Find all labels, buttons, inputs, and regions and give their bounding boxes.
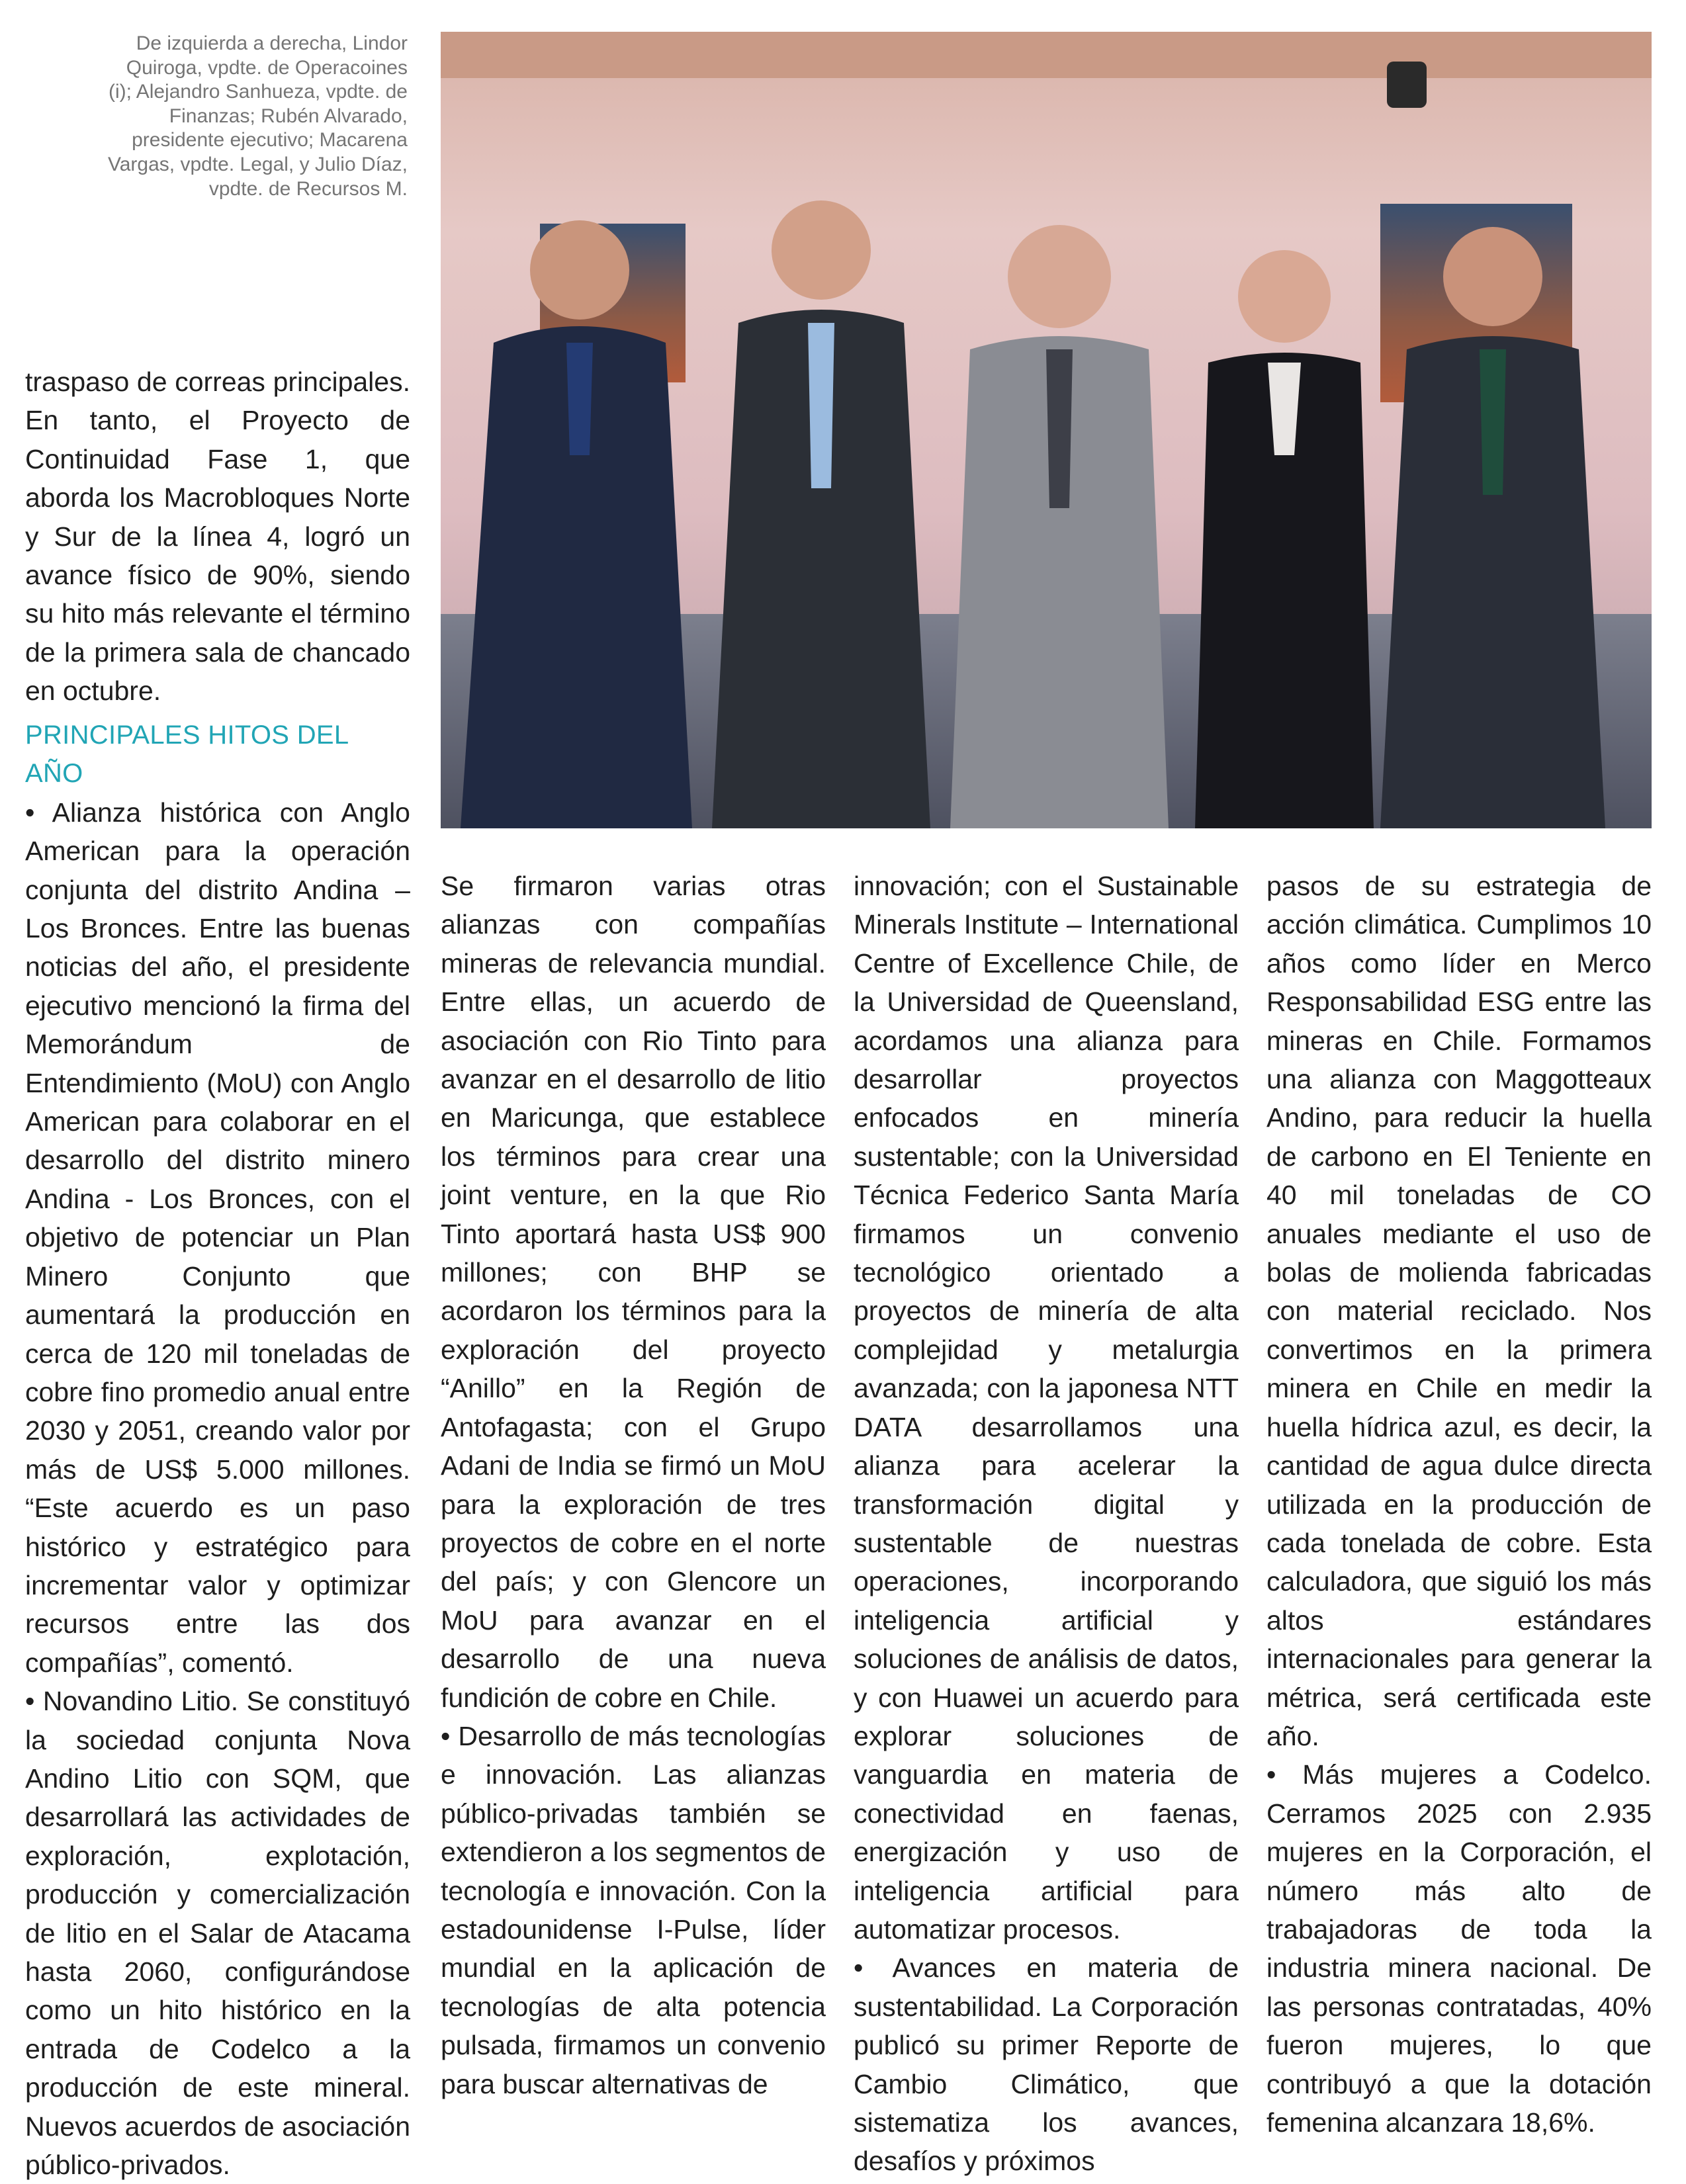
climate-paragraph: pasos de su estrategia de acción climática. Cumplimos 10 años como líder en Merco Responsabilidad ESG entre las mineras en Chile. Formamos una alianza con Maggotteaux Andino, para reducir la huella de carbono en El Teniente en 40 mil toneladas de CO anuales mediante el uso de bolas de molienda fabricadas con material reciclado. Nos convertimos en la primera minera en Chile en medir la huella hídrica azul, es decir, la cantidad de agua dulce directa utilizada en la producción de cada tonelada de cobre. Esta calculadora, que siguió los más altos estándares internacionales para generar la métrica, será certificada este año.: [1266, 871, 1652, 1751]
column-4: [1266, 867, 1652, 2142]
group-photo: [441, 32, 1652, 828]
bullet-tecnologia: • Desarrollo de más tecnologías e innovación. Las alianzas público-privadas también se extendieron a los segmentos de tecnología e innovación. Con la estadounidense I-Pulse, líder mundial en la aplicación de tecnologías de alta potencia pulsada, firmamos un convenio para buscar alternativas de: [441, 1720, 826, 2099]
bullet-mujeres: • Más mujeres a Codelco. Cerramos 2025 con 2.935 mujeres en la Corporación, el número más alto de trabajadoras de toda la industria minera nacional. De las personas contratadas, 40% fueron mujeres, lo que contribuyó a que la dotación femenina alcanzara 18,6%.: [1266, 1759, 1652, 2138]
bullet-sustentabilidad: • Avances en materia de sustentabilidad. La Corporación publicó su primer Reporte de Cambio Climático, que sistematiza los avances, desafíos y próximos: [854, 1952, 1239, 2177]
photo-caption: De izquierda a derecha, Lindor Quiroga, vpdte. de Operacoines (i); Alejandro Sanhueza, vpdte. de Finanzas; Rubén Alvarado, presidente ejecutivo; Macarena Vargas, vpdte. Legal, y Julio Díaz, vpdte. de Recursos M.: [107, 32, 408, 200]
column-1-intro: [25, 363, 410, 711]
bullet-novandino: • Novandino Litio. Se constituyó la sociedad conjunta Nova Andino Litio con SQM, que desarrollará las actividades de exploración, explotación, producción y comercialización de litio en el Salar de Atacama hasta 2060, configurándose como un hito histórico en la entrada de Codelco a la producción de este mineral. Nuevos acuerdos de asociación público-privados.: [25, 1686, 410, 2181]
innovation-paragraph: innovación; con el Sustainable Minerals Institute – International Centre of Excellence Chile, de la Universidad de Queensland, acordamos una alianza para desarrollar proyectos enfocados en minería sustentable; con la Universidad Técnica Federico Santa María firmamos un convenio tecnológico orientado a proyectos de minería de alta complejidad y metalurgia avanzada; con la japonesa NTT DATA desarrollamos una alianza para acelerar la transformación digital y sustentable de nuestras operaciones, incorporando inteligencia artificial y soluciones de análisis de datos, y con Huawei un acuerdo para explorar soluciones de vanguardia en materia de conectividad en faenas, energización y uso de inteligencia artificial para automatizar procesos.: [854, 871, 1239, 1944]
intro-paragraph: traspaso de correas principales. En tanto, el Proyecto de Continuidad Fase 1, que aborda los Macrobloques Norte y Sur de la línea 4, logró un avance físico de 90%, siendo su hito más relevante el término de la primera sala de chancado en octubre.: [25, 367, 410, 707]
alliances-paragraph: Se firmaron varias otras alianzas con compañías mineras de relevancia mundial. Entre ellas, un acuerdo de asociación con Rio Tinto para avanzar en el desarrollo de litio en Maricunga, que establece los términos para crear una joint venture, en la que Rio Tinto aportará hasta US$ 900 millones; con BHP se acordaron los términos para la exploración del proyecto “Anillo” en la Región de Antofagasta; con el Grupo Adani de India se firmó un MoU para la exploración de tres proyectos de cobre en el norte del país; y con Glencore un MoU para avanzar en el desarrollo de una nueva fundición de cobre en Chile.: [441, 871, 826, 1713]
section-heading: PRINCIPALES HITOS DEL AÑO: [25, 721, 348, 789]
bullet-alianza: • Alianza histórica con Anglo American para la operación conjunta del distrito Andina – Los Bronces. Entre las buenas noticias del año, el presidente ejecutivo mencionó la firma del Memorándum de Entendimiento (MoU) con Anglo American para colaborar en el desarrollo del distrito minero Andina - Los Bronces, con el objetivo de potenciar un Plan Minero Conjunto que aumentará la producción en cerca de 120 mil toneladas de cobre fino promedio anual entre 2030 y 2051, creando valor por más de US$ 5.000 millones. “Este acuerdo es un paso histórico y estratégico para incrementar valor y optimizar recursos entre las dos compañías”, comentó.: [25, 797, 410, 1678]
camera-icon: [1387, 62, 1427, 108]
column-2: [441, 867, 826, 2103]
column-1-body: [25, 716, 410, 2184]
column-3: [854, 867, 1239, 2181]
